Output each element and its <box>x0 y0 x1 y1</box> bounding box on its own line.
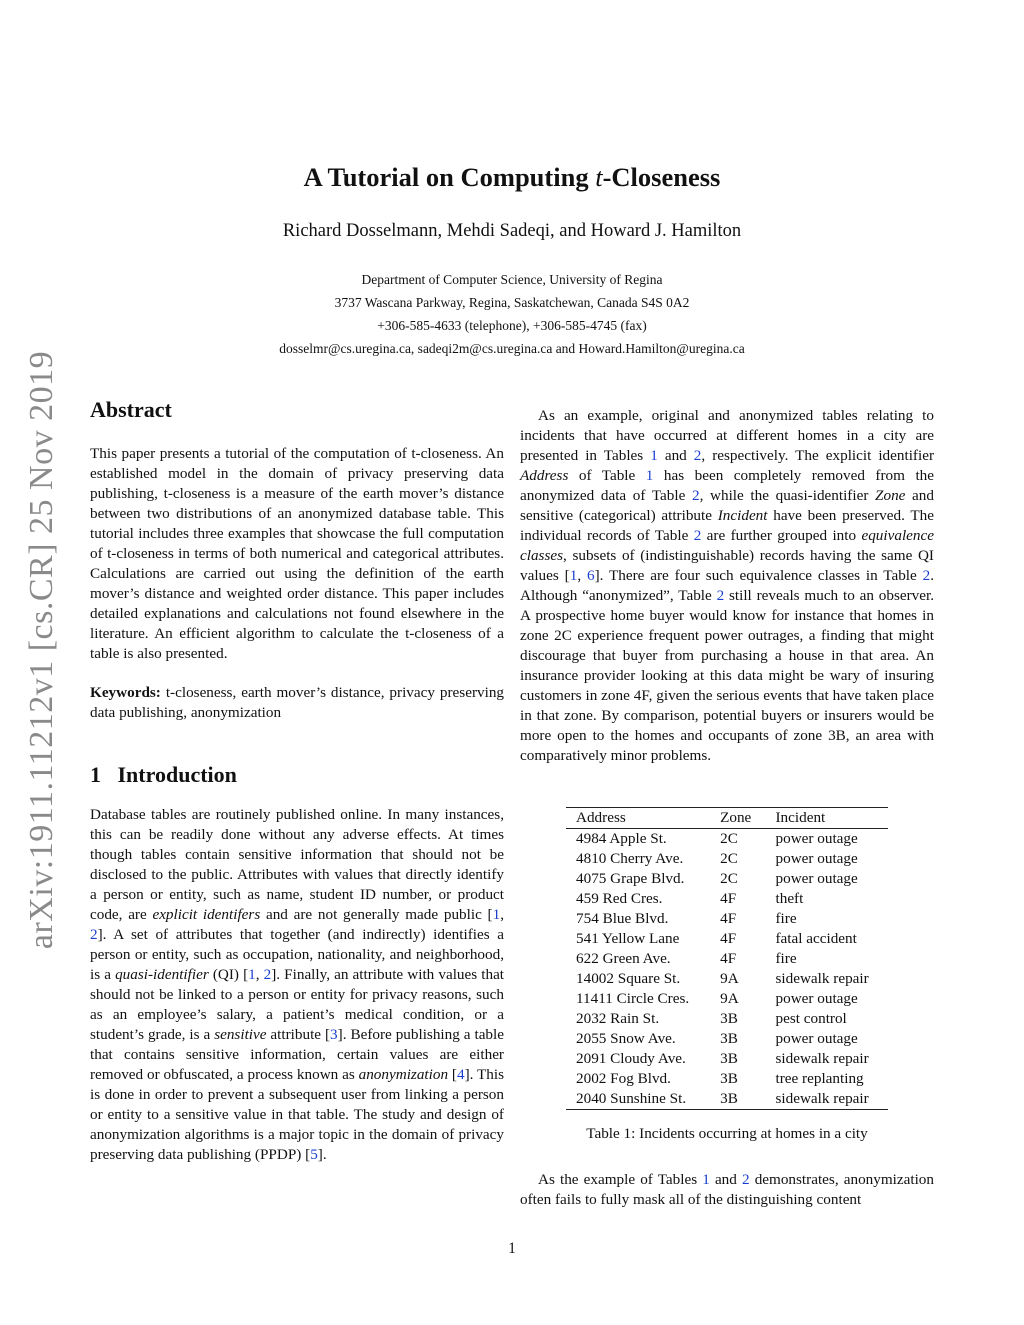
citation-link[interactable]: 1 <box>492 906 501 923</box>
table-ref-link[interactable]: 1 <box>650 447 658 464</box>
table-cell: 4F <box>720 950 737 967</box>
table-cell: pest control <box>775 1010 847 1027</box>
left-column <box>90 397 505 1165</box>
table-row <box>566 1089 888 1110</box>
table-ref-link[interactable]: 2 <box>691 487 700 504</box>
intro-paragraph: Database tables are routinely published online. In many instances, this can be readily done without any adverse effects. At times though tables contain sensitive information that should not be disclosed to the public. Attributes with values that directly identify a person or entity, such as name, student ID number, or product code, are explicit identifers and are not generally made public [1, 2]. A set of attributes that together (and indirectly) identifies a person or entity, such as occupation, nationality, and neighborhood, is a quasi-identifier (QI) [1, 2]. Finally, an attribute with values that should not be linked to a person or entity for privacy reasons, such as an employee’s salary, a patient’s medical condition, or a student’s grade, is a sensitive attribute [3]. Before publishing a table that contains sensitive information, certain values are either removed or obfuscated, a process known as anonymization [4]. This is done in order to prevent a subsequent user from linking a person or entity to a sensitive value in that table. The study and design of anonymization algorithms is a major topic in the domain of privacy preserving data publishing (PPDP) [5]. <box>90 806 505 1163</box>
table-cell: 2032 Rain St. <box>576 1010 660 1027</box>
table-cell: 4F <box>720 890 737 907</box>
table-ref-link[interactable]: 2 <box>741 1171 750 1188</box>
table-cell: 3B <box>720 1010 738 1027</box>
table-cell: sidewalk repair <box>775 1050 869 1067</box>
table-row <box>566 869 888 889</box>
column-header: Incident <box>775 809 826 826</box>
table-cell: 9A <box>720 990 739 1007</box>
table-cell: 4810 Cherry Ave. <box>576 850 684 867</box>
table-row <box>566 969 888 989</box>
affiliation-address: 3737 Wascana Parkway, Regina, Saskatchewan, Canada S4S 0A2 <box>334 295 690 310</box>
citation-link[interactable]: 2 <box>263 966 272 983</box>
table-row <box>566 1069 888 1089</box>
table-cell: 3B <box>720 1050 738 1067</box>
table-cell: 2002 Fog Blvd. <box>576 1070 671 1087</box>
table-cell: fire <box>775 910 797 927</box>
table-ref-link[interactable]: 2 <box>922 567 931 584</box>
table-ref-link[interactable]: 1 <box>645 467 654 484</box>
table-header-row <box>566 808 888 829</box>
abstract-text: This paper presents a tutorial of the computation of t-closeness. An established model in the domain of privacy preserving data publishing, t-closeness is a measure of the earth mover’s distance between two distributions of an anonymized database table. This tutorial includes three examples that showcase the full computation of t-closeness in terms of both numerical and categorical attributes. Calculations are carried out using the definition of the earth mover’s distance and weighted order distance. This paper includes detailed explanations and calculations not found elsewhere in the literature. An efficient algorithm to calculate the t-closeness of a table is also presented. <box>90 445 504 662</box>
table-cell: power outage <box>775 850 858 867</box>
table-row <box>566 889 888 909</box>
table-cell: fire <box>775 950 797 967</box>
table-cell: 4075 Grape Blvd. <box>576 870 685 887</box>
table-cell: 2C <box>720 830 738 847</box>
table-ref-link[interactable]: 2 <box>693 527 702 544</box>
table-cell: 14002 Square St. <box>576 970 681 987</box>
table-cell: fatal accident <box>775 930 857 947</box>
citation-link[interactable]: 6 <box>586 567 595 584</box>
table-cell: 4984 Apple St. <box>576 830 667 847</box>
page-number: 1 <box>508 1240 516 1257</box>
table-cell: 3B <box>720 1070 738 1087</box>
affiliation-dept: Department of Computer Science, University of Regina <box>361 272 663 287</box>
example-followup-paragraph: As the example of Tables 1 and 2 demonstrates, anonymization often fails to fully mask all of the distinguishing content <box>520 1171 934 1208</box>
table-row <box>566 1009 888 1029</box>
table-cell: 9A <box>720 970 739 987</box>
arxiv-identifier: arXiv:1911.11212v1 [cs.CR] 25 Nov 2019 <box>23 350 60 950</box>
table-cell: 11411 Circle Cres. <box>576 990 690 1007</box>
table-ref-link[interactable]: 2 <box>716 587 725 604</box>
citation-link[interactable]: 4 <box>456 1066 465 1083</box>
table-cell: power outage <box>775 1030 858 1047</box>
table-cell: 4F <box>720 910 737 927</box>
table-row <box>566 949 888 969</box>
table-cell: sidewalk repair <box>775 1090 869 1107</box>
table-row <box>566 849 888 869</box>
table-cell: tree replanting <box>775 1070 864 1087</box>
table-ref-link[interactable]: 2 <box>693 447 702 464</box>
table-row <box>566 1029 888 1049</box>
citation-link[interactable]: 1 <box>569 567 578 584</box>
table-cell: 2040 Sunshine St. <box>576 1090 687 1107</box>
table-cell: theft <box>775 890 804 907</box>
affiliation-phone: +306-585-4633 (telephone), +306-585-4745 (fax) <box>377 318 647 333</box>
keywords <box>90 683 504 723</box>
table-cell: 2C <box>720 870 738 887</box>
table-cell: 4F <box>720 930 737 947</box>
table-cell: 754 Blue Blvd. <box>576 910 669 927</box>
incidents-table <box>566 807 888 1110</box>
table-cell: 2091 Cloudy Ave. <box>576 1050 686 1067</box>
example-paragraph: As an example, original and anonymized tables relating to incidents that have occurred at different homes in a city are presented in Tables 1 and 2, respectively. The explicit identifier Address of Table 1 has been completely removed from the anonymized data of Table 2, while the quasi-identifier Zone and sensitive (categorical) attribute Incident have been preserved. The individual records of Table 2 are further grouped into equivalence classes, subsets of (indistinguishable) records having the same QI values [1, 6]. There are four such equivalence classes in Table 2. Although “anonymized”, Table 2 still reveals much to an observer. A prospective home buyer would know for instance that homes in zone 2C experience frequent power outrages, a finding that might discourage that buyer from purchasing a house in that area. An insurance provider looking at this data might be wary of insuring customers in zone 4F, given the serious events that have taken place in that zone. By comparison, potential buyers or insurers would be more open to the homes and occupants of zone 3B, an area with comparatively minor problems. <box>520 407 935 764</box>
right-column-lower <box>520 1170 934 1210</box>
table-cell: power outage <box>775 990 858 1007</box>
citation-link[interactable]: 1 <box>248 966 256 983</box>
table-cell: power outage <box>775 830 858 847</box>
table-cell: 2055 Snow Ave. <box>576 1030 676 1047</box>
keywords-label: Keywords: <box>90 684 161 701</box>
citation-link[interactable]: 3 <box>330 1026 338 1043</box>
citation-link[interactable]: 5 <box>310 1146 318 1163</box>
citation-link[interactable]: 2 <box>90 926 98 943</box>
table-cell: 2C <box>720 850 738 867</box>
table-cell: sidewalk repair <box>775 970 869 987</box>
table-1-caption: Table 1: Incidents occurring at homes in a city <box>586 1125 868 1142</box>
table-row <box>566 909 888 929</box>
table-row <box>566 989 888 1009</box>
table-row <box>566 1049 888 1069</box>
table-cell: power outage <box>775 870 858 887</box>
abstract-heading: Abstract <box>90 397 172 422</box>
table-row <box>566 829 888 850</box>
table-cell: 3B <box>720 1090 738 1107</box>
table-cell: 541 Yellow Lane <box>576 930 680 947</box>
table-cell: 3B <box>720 1030 738 1047</box>
table-1-container <box>566 807 888 1110</box>
affiliation-emails: dosselmr@cs.uregina.ca, sadeqi2m@cs.uregina.ca and Howard.Hamilton@uregina.ca <box>279 341 745 356</box>
right-column <box>520 406 934 766</box>
column-header: Zone <box>720 809 752 826</box>
intro-heading: 1 Introduction <box>90 762 237 787</box>
table-ref-link[interactable]: 1 <box>702 1171 710 1188</box>
paper-title: A Tutorial on Computing t-Closeness <box>303 162 721 192</box>
column-header: Address <box>576 809 626 826</box>
table-cell: 622 Green Ave. <box>576 950 671 967</box>
keywords-text: t-closeness, earth mover’s distance, privacy preserving data publishing, anonymization <box>90 684 505 721</box>
table-cell: 459 Red Cres. <box>576 890 663 907</box>
author-list: Richard Dosselmann, Mehdi Sadeqi, and Howard J. Hamilton <box>282 221 742 241</box>
table-row <box>566 929 888 949</box>
